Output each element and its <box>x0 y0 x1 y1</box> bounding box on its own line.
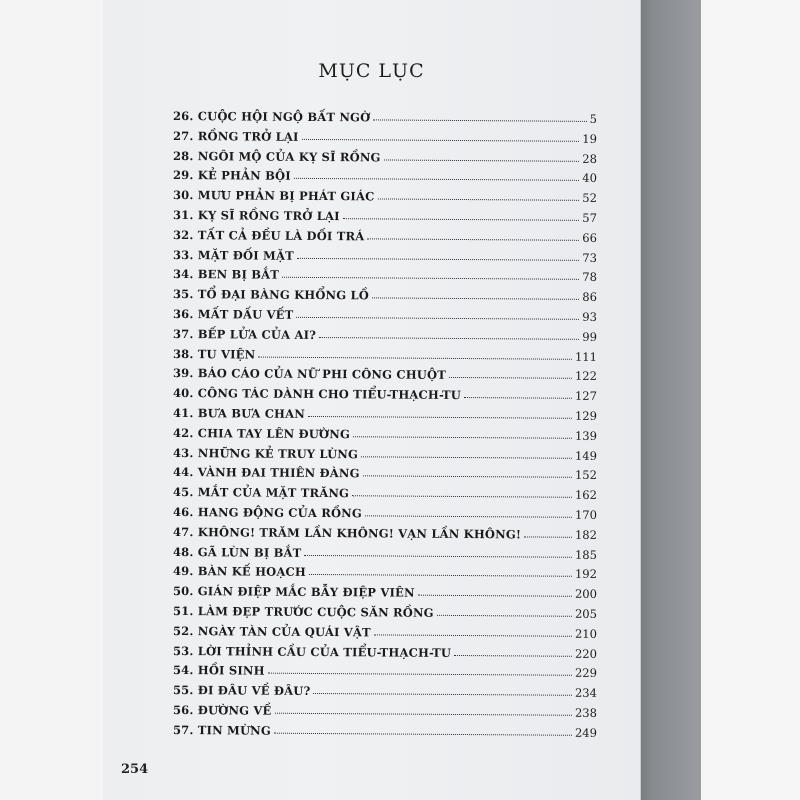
toc-entry <box>173 677 597 700</box>
toc-entry-title: 32. TẤT CẢ ĐỀU LÀ DỐI TRÁ <box>172 227 365 243</box>
toc-entry-title: 26. CUỘC HỘI NGỘ BẤT NGỜ <box>172 108 371 125</box>
dot-leader <box>304 553 572 557</box>
toc-entry-page: 93 <box>582 309 598 324</box>
scan-background-right <box>701 0 800 800</box>
dot-leader <box>313 692 572 696</box>
toc-entry-title: 52. NGÀY TÀN CỦA QUÁI VẬT <box>172 623 371 639</box>
page-number: 254 <box>121 762 149 777</box>
toc-entry-title: 43. NHỮNG KẺ TRUY LÙNG <box>172 445 359 461</box>
toc-entry-title: 50. GIÁN ĐIỆP MẮC BẪY ĐIỆP VIÊN <box>172 583 415 600</box>
toc-entry <box>173 123 597 146</box>
toc-entry-title: 34. BEN BỊ BẮT <box>172 267 280 282</box>
dot-leader <box>365 514 572 517</box>
dot-leader <box>464 396 572 399</box>
toc-entry <box>173 202 597 225</box>
dot-leader <box>274 731 572 735</box>
toc-entry-page: 127 <box>574 388 598 403</box>
toc-entry <box>173 301 597 324</box>
dot-leader <box>372 296 579 299</box>
dot-leader <box>258 355 572 359</box>
toc-entry-title: 35. TỔ ĐẠI BÀNG KHỔNG LỒ <box>172 286 370 303</box>
toc-entry <box>173 697 597 720</box>
toc-entry <box>173 519 597 542</box>
table-of-contents <box>172 103 598 740</box>
dot-leader <box>275 711 573 715</box>
toc-entry-title: 51. LÀM ĐẸP TRƯỚC CUỘC SĂN RỒNG <box>172 603 434 620</box>
toc-entry-page: 170 <box>574 507 598 522</box>
dot-leader <box>367 237 579 240</box>
toc-entry-title: 31. KỴ SĨ RỒNG TRỞ LẠI <box>172 207 340 223</box>
dot-leader <box>418 594 572 597</box>
dot-leader <box>373 118 586 121</box>
dot-leader <box>449 376 572 379</box>
toc-entry <box>173 103 597 126</box>
dot-leader <box>268 672 572 676</box>
toc-entry-title: 44. VÀNH ĐAI THIÊN ĐÀNG <box>172 465 360 481</box>
toc-entry-page: 220 <box>574 646 598 661</box>
dot-leader <box>308 415 572 419</box>
facing-page-edge <box>641 0 701 800</box>
toc-entry-title: 49. BÀN KẾ HOẠCH <box>172 564 306 580</box>
dot-leader <box>377 197 579 200</box>
toc-entry-page: 210 <box>574 626 598 641</box>
toc-entry-title: 40. CÔNG TÁC DÀNH CHO TIỂU-THẠCH-TU <box>172 385 462 402</box>
dot-leader <box>454 653 572 656</box>
toc-entry-page: 200 <box>574 586 598 601</box>
toc-entry-title: 29. KẺ PHẢN BỘI <box>172 168 291 184</box>
toc-entry-page: 19 <box>582 131 598 146</box>
page-title: MỤC LỤC <box>318 60 425 82</box>
dot-leader <box>282 276 579 280</box>
toc-entry-title: 27. RỒNG TRỞ LẠI <box>172 128 299 144</box>
toc-entry-page: 205 <box>574 606 598 621</box>
toc-entry-page: 234 <box>574 685 598 700</box>
toc-entry-page: 185 <box>574 547 598 562</box>
toc-entry <box>173 222 597 245</box>
toc-entry-page: 66 <box>582 230 598 245</box>
toc-entry-page: 149 <box>574 448 598 463</box>
toc-entry <box>173 618 597 641</box>
toc-entry-title: 53. LỜI THỈNH CẦU CỦA TIỂU-THẠCH-TU <box>172 643 452 660</box>
facing-page-shadow <box>651 0 701 800</box>
toc-entry-page: 249 <box>574 725 598 740</box>
toc-entry-title: 47. KHÔNG! TRĂM LẦN KHÔNG! VẠN LẦN KHÔNG! <box>172 524 522 541</box>
toc-entry-title: 55. ĐI ĐÂU VỀ ĐÂU? <box>172 682 311 698</box>
dot-leader <box>309 573 572 577</box>
book-page <box>103 0 641 800</box>
toc-entry-page: 5 <box>589 111 598 126</box>
dot-leader <box>294 177 580 181</box>
dot-leader <box>297 256 579 260</box>
toc-entry-title: 33. MẶT ĐỐI MẶT <box>172 247 294 263</box>
dot-leader <box>374 633 572 636</box>
dot-leader <box>353 435 572 439</box>
toc-entry <box>173 321 597 344</box>
toc-entry-title: 37. BẾP LỬA CỦA AI? <box>172 326 317 342</box>
toc-entry-title: 38. TU VIỆN <box>172 346 256 361</box>
toc-entry-page: 192 <box>574 566 598 582</box>
toc-entry-title: 41. BƯA BƯA CHAN <box>172 405 306 421</box>
toc-entry-page: 162 <box>574 487 598 502</box>
toc-entry-page: 86 <box>582 289 598 304</box>
toc-entry <box>173 420 597 443</box>
toc-entry <box>173 717 597 740</box>
toc-entry-page: 28 <box>582 151 598 166</box>
dot-leader <box>302 137 580 141</box>
toc-entry-title: 39. BÁO CÁO CỦA NỮ PHI CÔNG CHUỘT <box>172 366 447 383</box>
dot-leader <box>524 535 572 537</box>
toc-entry-page: 99 <box>582 329 598 344</box>
toc-entry-title: 56. ĐƯỜNG VỀ <box>172 702 272 718</box>
toc-entry-title: 42. CHIA TAY LÊN ĐƯỜNG <box>172 425 351 441</box>
dot-leader <box>343 217 580 221</box>
toc-entry-page: 73 <box>582 250 598 265</box>
toc-entry <box>173 598 597 621</box>
toc-entry-title: 57. TIN MỪNG <box>172 722 271 738</box>
toc-entry-page: 182 <box>574 527 598 542</box>
toc-entry-page: 111 <box>574 349 598 364</box>
toc-entry-page: 57 <box>582 210 598 225</box>
dot-leader <box>296 316 579 320</box>
toc-entry-title: 48. GÃ LÙN BỊ BẮT <box>172 544 302 560</box>
toc-entry-page: 40 <box>582 171 598 186</box>
dot-leader <box>363 474 572 477</box>
toc-entry-page: 52 <box>582 190 598 205</box>
toc-entry-title: 54. HỒI SINH <box>172 663 265 678</box>
toc-entry-page: 122 <box>574 368 598 384</box>
toc-entry-page: 238 <box>574 705 598 720</box>
toc-entry-page: 152 <box>574 467 598 483</box>
toc-entry-title: 28. NGÔI MỘ CỦA KỴ SĨ RỒNG <box>172 148 381 164</box>
dot-leader <box>361 455 572 458</box>
dot-leader <box>352 494 572 498</box>
dot-leader <box>384 158 580 161</box>
toc-entry-page: 78 <box>582 270 598 285</box>
toc-entry <box>173 400 597 423</box>
dot-leader <box>437 614 572 617</box>
scan-background-left <box>0 0 103 800</box>
toc-entry-title: 36. MẤT DẤU VẾT <box>172 306 294 322</box>
toc-entry-page: 129 <box>574 408 598 423</box>
dot-leader <box>319 336 579 340</box>
toc-entry-title: 30. MƯU PHẢN BỊ PHÁT GIÁC <box>172 187 375 204</box>
toc-entry <box>173 499 597 522</box>
toc-entry-page: 229 <box>574 665 598 681</box>
toc-entry-title: 45. MẮT CỦA MẶT TRĂNG <box>172 484 350 501</box>
toc-entry-title: 46. HANG ĐỘNG CỦA RỒNG <box>172 504 362 521</box>
toc-entry-page: 139 <box>574 428 598 443</box>
